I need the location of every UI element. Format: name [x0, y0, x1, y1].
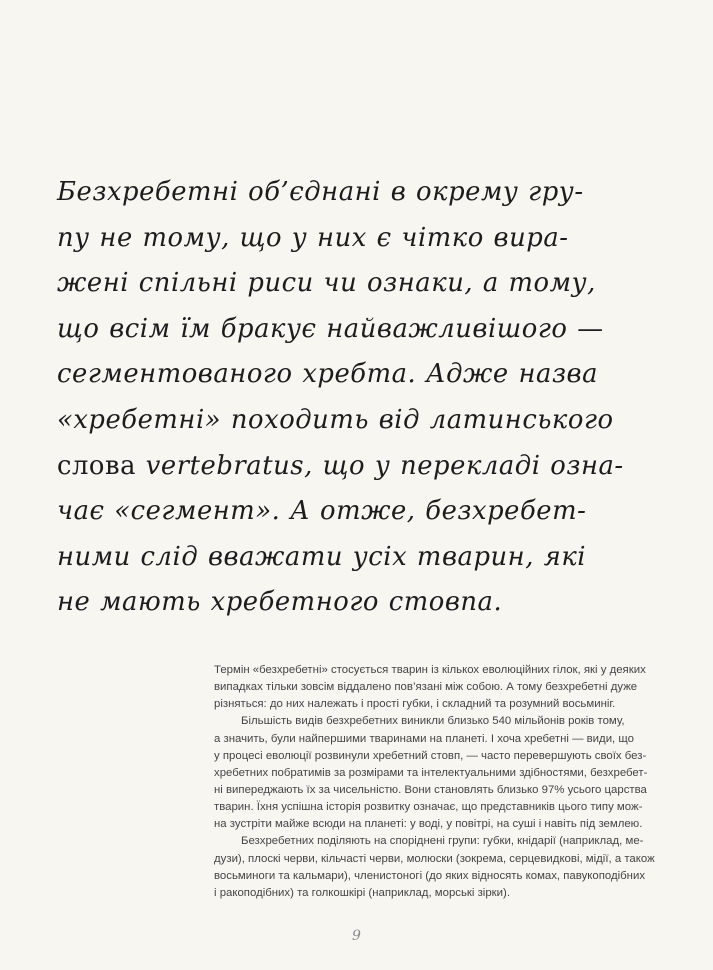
body-line: хребетних побратимів за розмірами та інтелектуальними здібностями, безхребет-	[214, 766, 648, 779]
lead-line-with-term	[57, 444, 657, 490]
lead-line: Безхребетні об’єднані в окрему гру-	[57, 177, 584, 207]
body-text	[214, 662, 662, 902]
lead-line: жені спільні риси чи ознаки, а тому,	[57, 268, 596, 299]
body-line: а значить, були найпершими тваринами на планеті. І хоча хребетні — види, що	[214, 732, 634, 745]
lead-line: що всім їм бракує найважливішого —	[57, 313, 604, 344]
body-line: у процесі еволюції розвинули хребетний стовп, — часто перевершують своїх без-	[214, 749, 647, 762]
body-line: на зустріти майже всюди на планеті: у воді, у повітрі, на суші і навіть під землею.	[214, 818, 643, 831]
body-line: Більшість видів безхребетних виникли близько 540 мільйонів років тому,	[241, 715, 625, 728]
body-line: Безхребетних поділяють на споріднені групи: губки, кнідарії (наприклад, ме-	[241, 835, 644, 848]
body-line: і ракоподібних) та голкошкірі (наприклад, морські зірки).	[214, 886, 510, 899]
lead-line: «хребетні» походить від латинського	[57, 404, 614, 435]
body-line: випадках тільки зовсім віддалено пов’язані між собою. А тому безхребетні дуже	[214, 681, 638, 694]
body-line: восьминоги та кальмари), членистоногі (до яких відносять комах, павукоподібних	[214, 869, 646, 882]
lead-paragraph	[57, 170, 657, 626]
body-line: тварин. Їхня успішна історія розвитку означає, що представників цього типу мож-	[214, 801, 643, 814]
lead-line: чає «сегмент». А отже, безхребет-	[57, 496, 587, 527]
lead-line-segment: , що у перекладі озна-	[304, 450, 624, 481]
lead-line: ними слід вважати усіх тварин, які	[57, 541, 587, 572]
body-line: дузи), плоскі черви, кільчасті черви, молюски (зокрема, серцевидкові, мідії, а також	[214, 852, 655, 865]
lead-line: не мають хребетного стовпа.	[57, 587, 503, 618]
lead-line-segment: слова	[57, 450, 137, 481]
lead-line: пу не тому, що у них є чітко вира-	[57, 222, 569, 253]
lead-line: сегментованого хребта. Адже назва	[57, 359, 599, 390]
body-line: ні випереджають їх за чисельністю. Вони становлять близько 97% усього царства	[214, 783, 647, 796]
latin-term: vertebratus	[145, 450, 305, 481]
page-number: 9	[352, 928, 361, 944]
body-line: різняться: до них належать і прості губки, і складний та розумний восьминіг.	[214, 698, 616, 711]
body-line: Термін «безхребетні» стосується тварин із кількох еволюційних гілок, які у деяких	[214, 664, 646, 676]
